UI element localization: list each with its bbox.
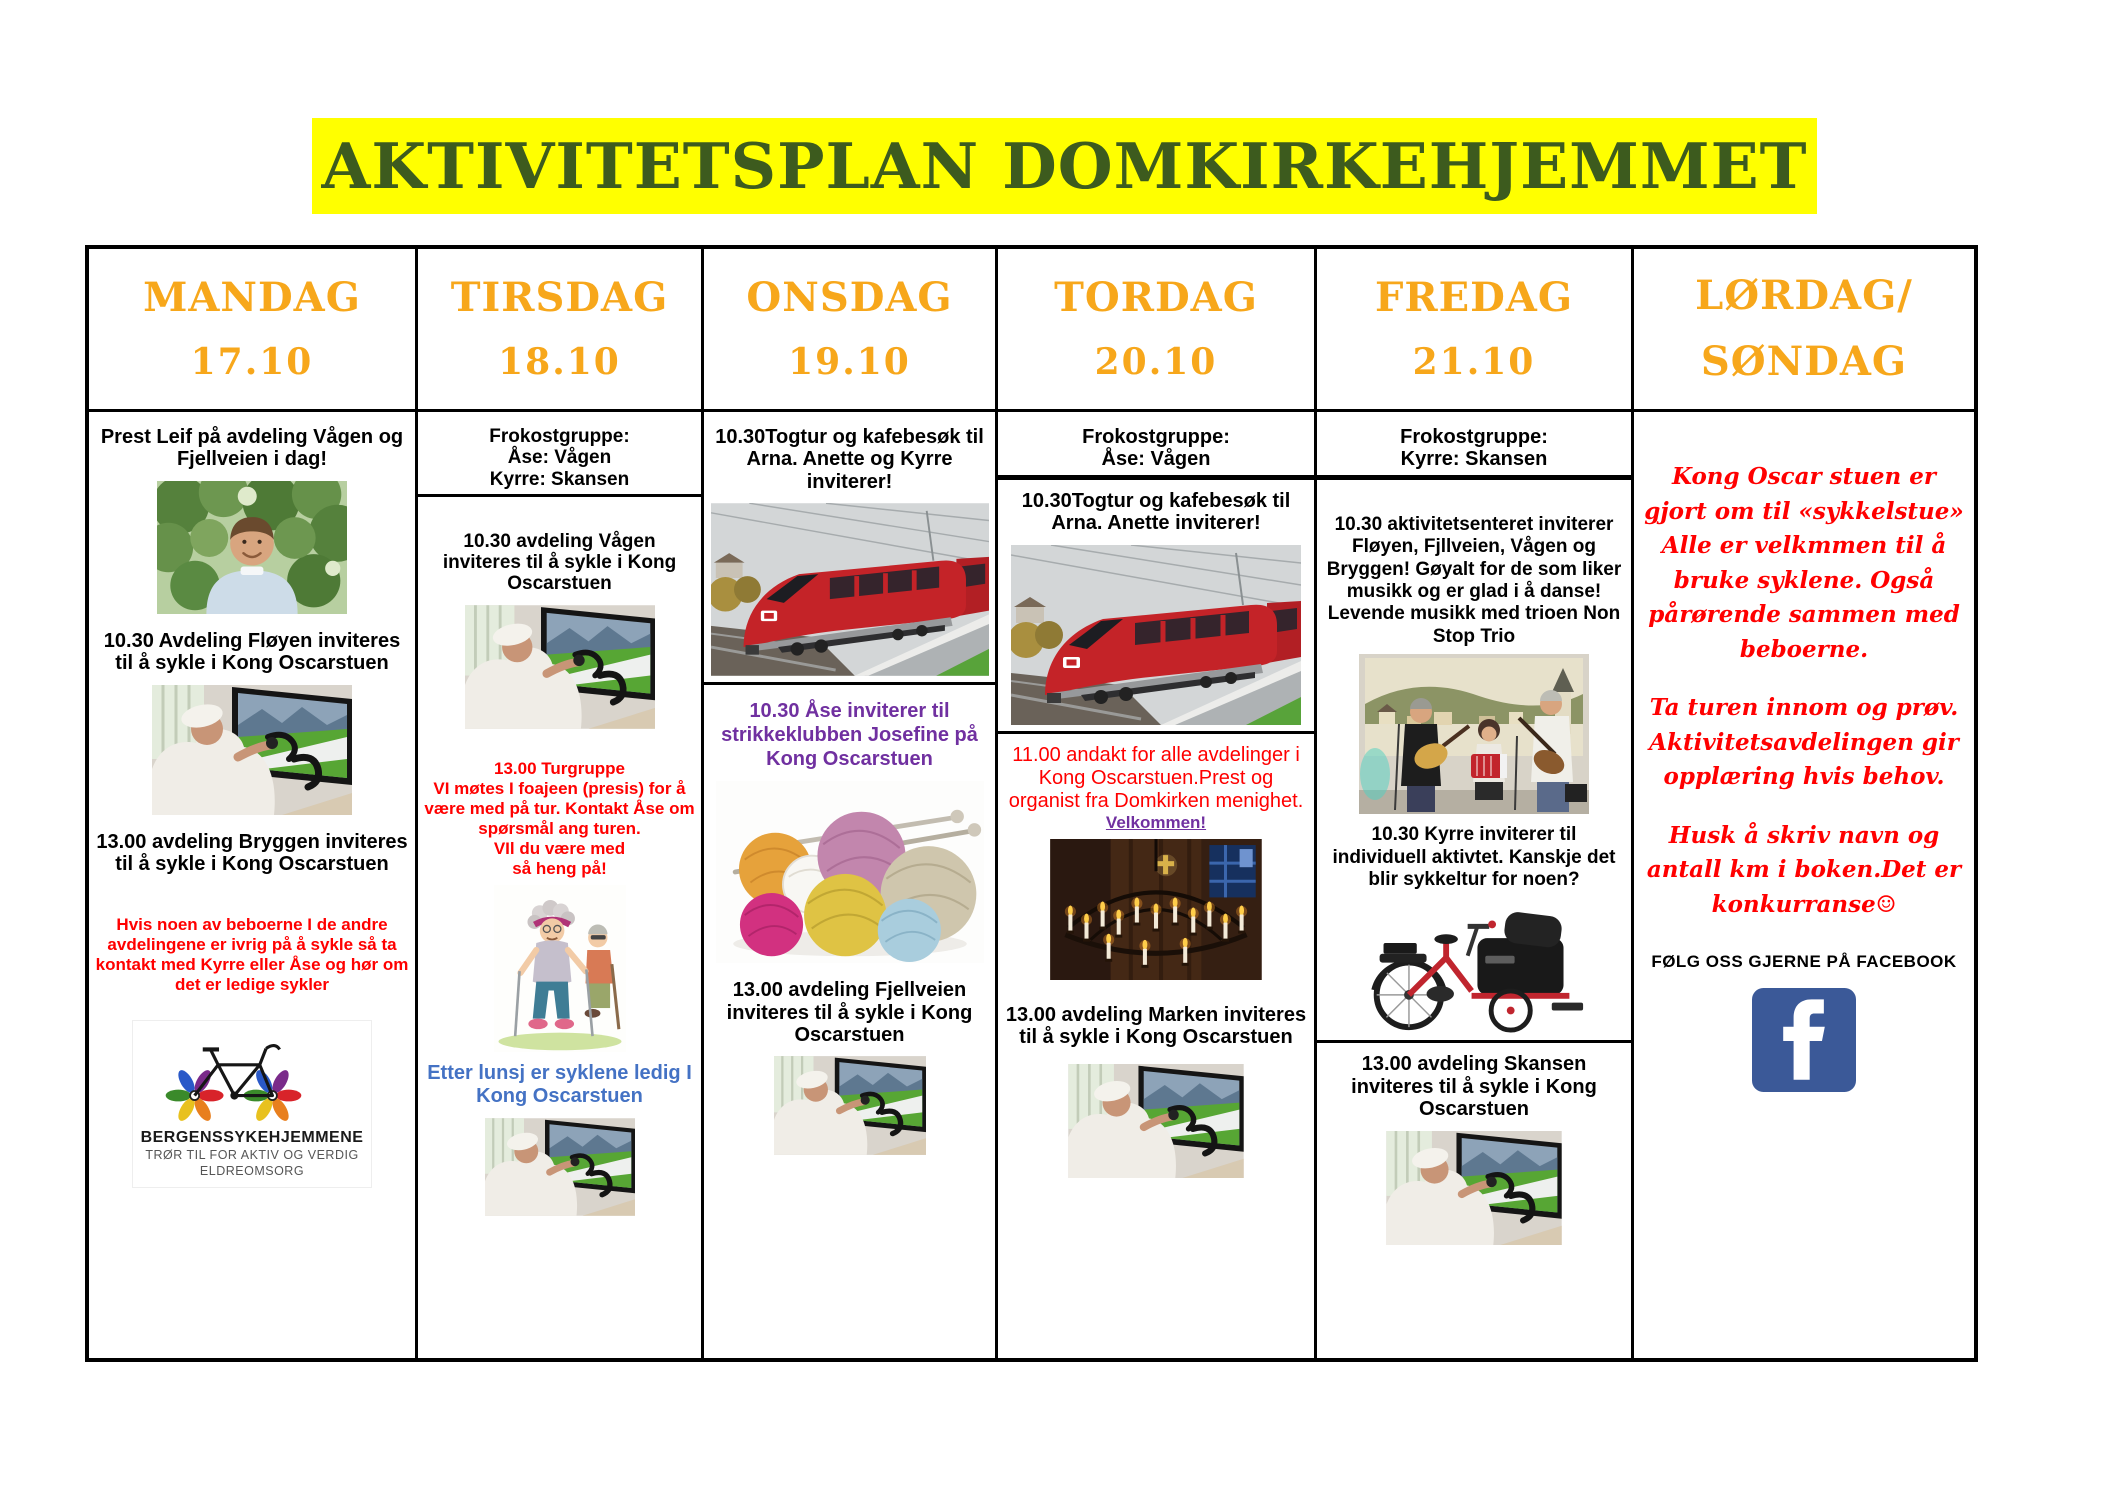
divider <box>418 494 701 497</box>
day-header-fredag <box>1317 249 1631 412</box>
exercise-bike-photo <box>152 685 352 815</box>
exercise-bike-photo <box>1386 1131 1562 1245</box>
frokostgruppe-kyrre: Kyrre: Skansen <box>489 468 630 490</box>
day-date: 19.10 <box>788 341 911 383</box>
day-date: 20.10 <box>1094 341 1218 383</box>
event-1300: 13.00 avdeling Marken inviteres til å sykle i Kong Oscarstuen <box>1005 1003 1307 1048</box>
facebook-callout: FØLG OSS GJERNE PÅ FACEBOOK <box>1651 952 1957 971</box>
bergenssykehjemmene-logo <box>132 1020 373 1189</box>
frokostgruppe-title: Frokostgruppe: <box>1082 426 1230 448</box>
cargo-bike-photo <box>1362 897 1587 1034</box>
exercise-bike-photo <box>465 605 655 729</box>
note-sykkelstue: Kong Oscar stuen er gjort om til «sykkelstue» Alle er velkmmen til å bruke syklene. Også pårørende sammen med beboerne. <box>1644 463 1964 663</box>
frokostgruppe-kyrre: Kyrre: Skansen <box>1400 448 1548 471</box>
turgruppe-line2: VIl du være med <box>493 838 626 858</box>
day-date: 18.10 <box>498 341 621 383</box>
day-header-mandag <box>89 249 415 412</box>
exercise-bike-photo <box>1068 1064 1244 1178</box>
day-name: ONSDAG <box>746 274 953 321</box>
day-name: MANDAG <box>143 274 361 321</box>
train-photo <box>711 503 989 676</box>
day-content-lordag-sondag <box>1634 412 1974 1358</box>
event-andakt: 11.00 andakt for alle avdelinger i Kong Oscarstuen.Prest og organist fra Domkirken menighet. <box>1008 743 1304 812</box>
yarn-balls-photo <box>716 781 984 963</box>
day-header-onsdag <box>704 249 995 412</box>
exercise-bike-photo <box>774 1056 926 1155</box>
church-candles-photo <box>1050 839 1262 980</box>
column-tirsdag <box>418 249 704 1358</box>
velkommen-note: Velkommen! <box>1105 812 1207 832</box>
note-ledige-sykler: Hvis noen av beboerne I de andre avdelingene er ivrig på å sykle så ta kontakt med Kyrre eller Åse og hør om det er ledige sykler <box>95 915 409 995</box>
page-title: AKTIVITETSPLAN DOMKIRKEHJEMMET <box>321 129 1808 203</box>
day-header-lordag-sondag <box>1634 249 1974 412</box>
column-mandag <box>89 249 418 1358</box>
day-content-onsdag <box>704 412 995 1358</box>
divider <box>1317 1040 1631 1043</box>
frokostgruppe-ase: Åse: Vågen <box>1101 448 1211 471</box>
train-photo <box>1011 545 1301 725</box>
event-1300: 13.00 avdeling Fjellveien inviteres til å sykle i Kong Oscarstuen <box>726 979 973 1046</box>
column-tordag <box>998 249 1317 1358</box>
divider <box>1317 475 1631 480</box>
day-content-mandag <box>89 412 415 1358</box>
column-onsdag <box>704 249 998 1358</box>
frokostgruppe-title: Frokostgruppe: <box>489 426 630 447</box>
day-header-tordag <box>998 249 1314 412</box>
event-1300: 13.00 avdeling Bryggen inviteres til å sykle i Kong Oscarstuen <box>96 830 408 875</box>
logo-subtitle-line2: ELDREOMSORG <box>199 1163 305 1178</box>
column-fredag <box>1317 249 1634 1358</box>
divider <box>998 475 1314 480</box>
frokostgruppe-title: Frokostgruppe: <box>1400 426 1548 448</box>
day-name: TIRSDAG <box>450 274 669 321</box>
event-togtur: 10.30Togtur og kafebesøk til Arna. Anette inviterer! <box>1021 489 1291 535</box>
priest-photo <box>157 481 347 614</box>
day-date: 21.10 <box>1412 341 1536 383</box>
day-content-tirsdag <box>418 412 701 1358</box>
event-aktivitetsenteret: 10.30 aktivitetsenteret inviterer Fløyen, Fjllveien, Vågen og Bryggen! Gøyalt for de som liker musikk og er glad i å danse! Levende musikk med trioen Non Stop Trio <box>1326 513 1622 647</box>
event-strikkeklubb: 10.30 Åse inviterer til strikkeklubben Josefine på Kong Oscarstuen <box>721 700 978 771</box>
facebook-icon <box>1752 988 1856 1092</box>
day-name: FREDAG <box>1374 274 1573 321</box>
day-name-sondag: SØNDAG <box>1700 338 1908 385</box>
weekly-plan-table <box>85 245 1978 1362</box>
day-date: 17.10 <box>190 341 314 383</box>
walking-group-cartoon <box>494 885 626 1052</box>
logo-subtitle-line1: TRØR TIL FOR AKTIV OG VERDIG <box>145 1147 359 1162</box>
note-husk-boken: Husk å skriv navn og antall km i boken.Det er konkurranse☺ <box>1646 821 1962 918</box>
column-lordag-sondag <box>1634 249 1974 1358</box>
turgruppe-line3: så heng på! <box>512 858 607 878</box>
event-prest: Prest Leif på avdeling Vågen og Fjellveien i dag! <box>100 426 404 471</box>
event-kyrre-individuell: 10.30 Kyrre inviterer til individuell aktivtet. Kanskje det blir sykkeltur for noen? <box>1332 824 1616 891</box>
exercise-bike-photo <box>485 1118 635 1216</box>
day-header-tirsdag <box>418 249 701 412</box>
logo-title: BERGENSSYKEHJEMMENE <box>140 1128 364 1146</box>
event-1300: 13.00 avdeling Skansen inviteres til å sykle i Kong Oscarstuen <box>1351 1053 1597 1121</box>
note-ta-turen: Ta turen innom og prøv. Aktivitetsavdelingen gir opplæring hvis behov. <box>1649 694 1959 790</box>
frokostgruppe-ase: Åse: Vågen <box>507 447 612 469</box>
title-banner <box>312 118 1817 214</box>
note-syklene-ledig: Etter lunsj er syklene ledig I Kong Oscarstuen <box>427 1061 692 1107</box>
event-1030: 10.30 avdeling Vågen inviteres til å sykle i Kong Oscarstuen <box>442 530 677 595</box>
turgruppe-body: VI møtes I foajeen (presis) for å være med på tur. Kontakt Åse om spørsmål ang turen. <box>424 778 695 838</box>
event-togtur: 10.30Togtur og kafebesøk til Arna. Anette og Kyrre inviterer! <box>715 426 984 493</box>
day-name: LØRDAG/ <box>1695 272 1913 319</box>
day-content-tordag <box>998 412 1314 1358</box>
event-1030: 10.30 Avdeling Fløyen inviteres til å sykle i Kong Oscarstuen <box>103 629 401 675</box>
day-content-fredag <box>1317 412 1631 1358</box>
bicycle-pinwheel-icon <box>141 1025 326 1129</box>
divider <box>704 682 995 685</box>
band-photo <box>1359 654 1589 814</box>
turgruppe-title: 13.00 Turgruppe <box>494 758 625 778</box>
divider <box>998 731 1314 734</box>
day-name: TORDAG <box>1054 274 1258 321</box>
